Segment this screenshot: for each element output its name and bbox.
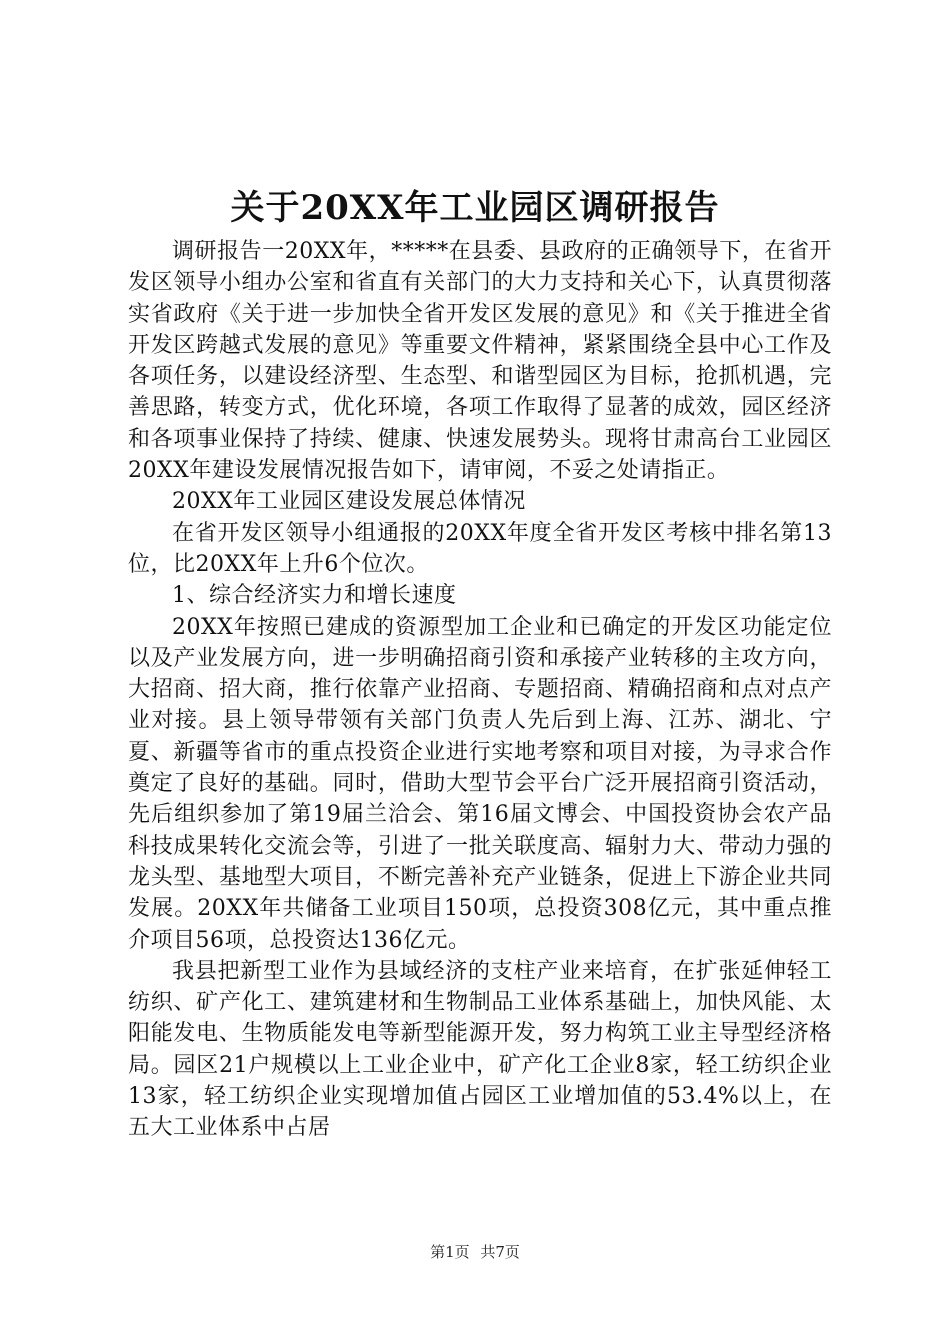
page-total: 共7页 bbox=[480, 1243, 520, 1261]
document-body bbox=[128, 236, 832, 1144]
paragraph-industry: 我县把新型工业作为县域经济的支柱产业来培育，在扩张延伸轻工纺织、矿产化工、建筑建材和生物制品工业体系基础上，加快风能、太阳能发电、生物质能发电等新型能源开发，努力构筑工业主导型经济格局。园区21户规模以上工业企业中，矿产化工企业8家，轻工纺织企业13家，轻工纺织企业实现增加值占园区工业增加值的53.4%以上，在五大工业体系中占居 bbox=[128, 958, 832, 1141]
section-heading-economy: 1、综合经济实力和增长速度 bbox=[172, 583, 457, 609]
page-number: 第1页 bbox=[430, 1243, 470, 1261]
paragraph-intro: 调研报告一20XX年，*****在县委、县政府的正确领导下，在省开发区领导小组办公室和省直有关部门的大力支持和关心下，认真贯彻落实省政府《关于进一步加快全省开发区发展的意见》和《关于推进全省开发区跨越式发展的意见》等重要文件精神，紧紧围绕全县中心工作及各项任务，以建设经济型、生态型、和谐型园区为目标，抢抓机遇，完善思路，转变方式，优化环境，各项工作取得了显著的成效，园区经济和各项事业保持了持续、健康、快速发展势头。现将甘肃高台工业园区20XX年建设发展情况报告如下，请审阅，不妥之处请指正。 bbox=[128, 239, 832, 484]
paragraph-investment: 20XX年按照已建成的资源型加工企业和已确定的开发区功能定位以及产业发展方向，进一步明确招商引资和承接产业转移的主攻方向，大招商、招大商，推行依靠产业招商、专题招商、精确招商和点对点产业对接。县上领导带领有关部门负责人先后到上海、江苏、湖北、宁夏、新疆等省市的重点投资企业进行实地考察和项目对接，为寻求合作奠定了良好的基础。同时，借助大型节会平台广泛开展招商引资活动，先后组织参加了第19届兰洽会、第16届文博会、中国投资协会农产品科技成果转化交流会等，引进了一批关联度高、辐射力大、带动力强的龙头型、基地型大项目，不断完善补充产业链条，促进上下游企业共同发展。20XX年共储备工业项目150项，总投资308亿元，其中重点推介项目56项，总投资达136亿元。 bbox=[128, 614, 832, 953]
paragraph-ranking: 在省开发区领导小组通报的20XX年度全省开发区考核中排名第13位，比20XX年上升6个位次。 bbox=[128, 520, 832, 577]
section-heading-overview: 20XX年工业园区建设发展总体情况 bbox=[172, 489, 526, 515]
page-footer bbox=[0, 1242, 950, 1262]
document-title: 关于20XX年工业园区调研报告 bbox=[230, 188, 720, 228]
